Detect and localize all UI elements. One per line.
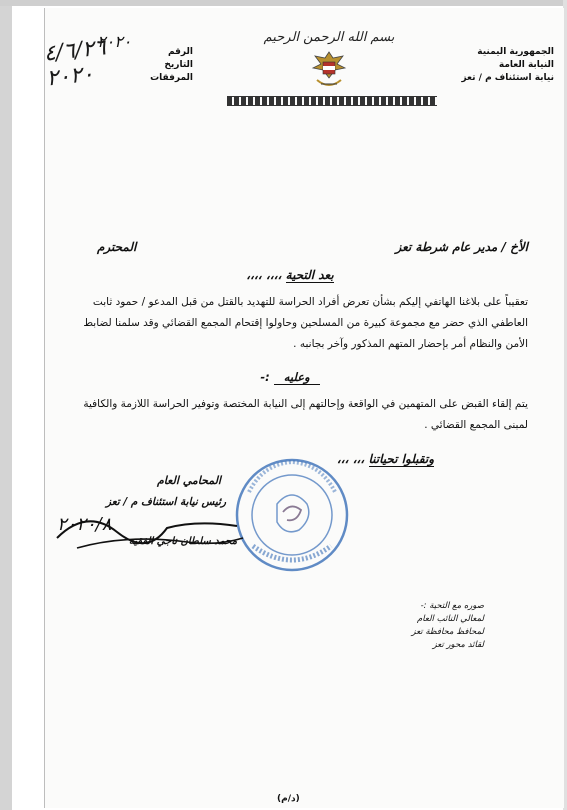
signature-role: رئيس نيابة استئناف م / تعز (105, 496, 227, 508)
therefore-text: وعليه (274, 370, 320, 385)
emblem-block (263, 30, 395, 100)
org-line-2: النيابة العامة (498, 60, 554, 70)
ref-date-label: التاريخ (164, 60, 193, 70)
org-line-1: الجمهورية اليمنية (477, 47, 554, 57)
footer-code: (د/م) (277, 794, 300, 804)
ref-number-label: الرقم (167, 47, 193, 57)
header-divider-chain (227, 96, 437, 106)
closing-text: وتقبلوا تحياتنا (368, 452, 434, 466)
org-header (424, 46, 554, 85)
signature-title: المحامي العام (157, 474, 221, 487)
ref-attachments-label: المرفقات (150, 73, 193, 83)
org-line-3: نيابة استئناف م / تعز (461, 73, 554, 83)
therefore-suffix: :- (260, 370, 274, 384)
paragraph-2: يتم إلقاء القبض على المتهمين في الواقعة وإحالتهم إلى النيابة المختصة وتوفير الحراسة اللازمة والكافية لمبنى المجمع القضائي . (83, 398, 528, 431)
basmala-calligraphy: بسم الله الرحمن الرحيم (263, 30, 395, 45)
addressee: الأخ / مدير عام شرطة تعز (395, 240, 528, 254)
greeting-dots: ،،،، ،،،، (246, 268, 282, 282)
signature-name: محمد سلطان ناجي الفقيه (128, 536, 238, 547)
cc-item: لمحافظ محافظة تعز (411, 627, 484, 637)
handwritten-date: ٤/٦/٢٦ ٢٠٢٠ (42, 35, 108, 92)
yemen-eagle-emblem-icon (309, 48, 349, 92)
cc-list (364, 600, 484, 652)
therefore-heading (220, 370, 360, 384)
greeting-text: بعد التحية (285, 268, 334, 282)
closing (337, 452, 434, 466)
cc-item: لمعالي النائب العام (417, 614, 484, 624)
official-stamp-icon (233, 456, 351, 574)
respected-label: المحترم (97, 240, 137, 254)
letter-page (44, 8, 564, 808)
closing-dots: ،،، ،،، (336, 452, 365, 466)
handwritten-year: ٢٠٢٠ (97, 32, 132, 51)
paragraph-1: تعقيباً على بلاغنا الهاتفي إليكم بشأن تعرض أفراد الحراسة للتهديد بالقتل من قبل المدعو / حمود ثابت العاطفي الذي حضر مع مجموعة كبيرة من المسلحين وحاولوا إقتحام المجمع القضائي وقد سلمنا لضابط الأمن والنظام أمر بإحضار المتهم المذكور وآخر بجانبه . (83, 296, 528, 350)
scan-left-edge (0, 0, 12, 810)
cc-heading: صوره مع التحية :- (420, 601, 484, 611)
cc-item: لقائد محور تعز (432, 640, 484, 650)
greeting (195, 268, 385, 282)
signature-handwritten-date: ٢٠٢٠/٨ (57, 514, 112, 535)
scan-top-edge (0, 0, 567, 6)
